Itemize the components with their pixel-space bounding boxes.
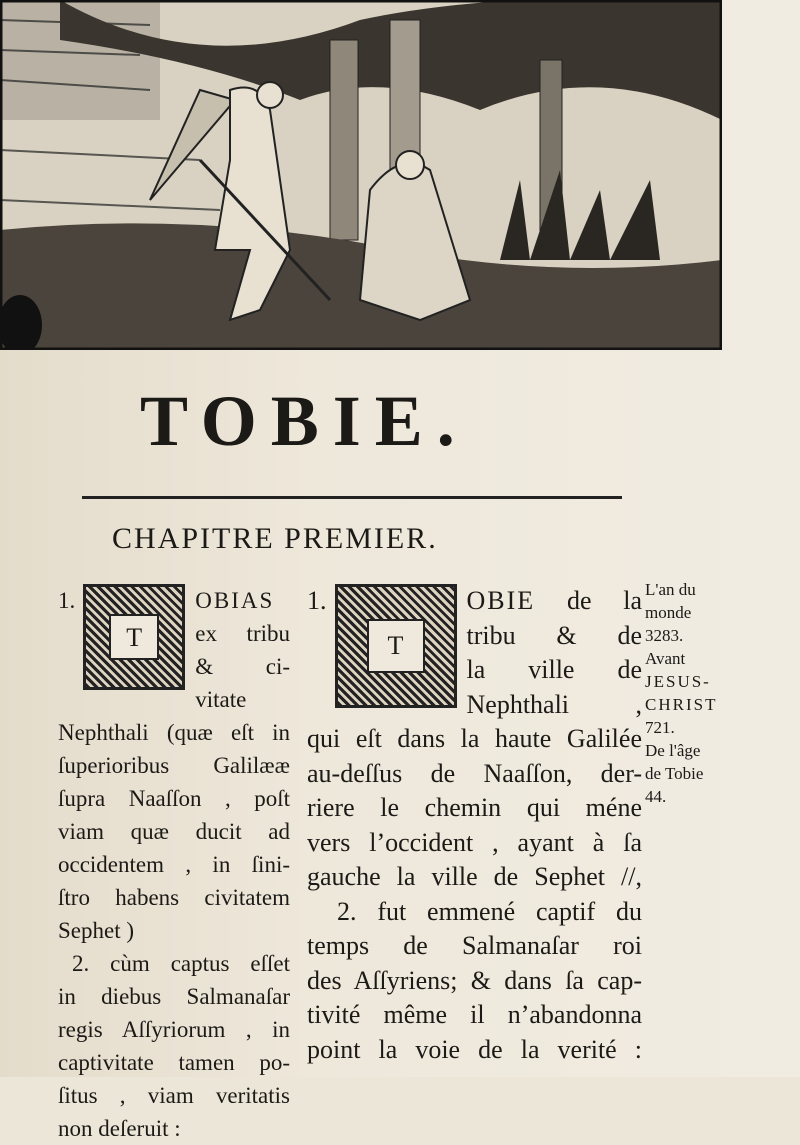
text-line: 2. cùm captus eſſet (72, 951, 290, 976)
margin-line: 3283. (645, 626, 684, 645)
french-column (307, 584, 642, 1067)
text-line: ſtro habens civitatem (58, 885, 290, 910)
text-line: ſitus , viam veritatis (58, 1083, 290, 1108)
text-line: tivité même il n’abandonna (307, 1000, 642, 1029)
drop-cap-letter: T (367, 619, 425, 673)
chapter-heading: CHAPITRE PREMIER. (112, 522, 438, 555)
verse-number: 1. (307, 586, 327, 615)
text-line: au-deſſus de Naaſſon, der- (307, 758, 642, 788)
text-line: tribu & de (466, 620, 642, 650)
text-line: & ci- (195, 654, 290, 679)
woodcut-illustration-tobias-and-angel (0, 0, 722, 350)
text-line: viam quæ ducit ad (58, 819, 290, 844)
margin-note-dates (645, 578, 735, 808)
text-line: occidentem , in ſini- (58, 852, 290, 877)
text-line: point la voie de la verité : (307, 1034, 642, 1064)
text-line: qui eſt dans la haute Galilée (307, 724, 642, 753)
text-line: 2. fut emmené captif du (337, 896, 642, 926)
text-line: des Aſſyriens; & dans ſa cap- (307, 965, 642, 995)
margin-line: de Tobie (645, 764, 704, 783)
text-line: ſuperioribus Galilææ (58, 753, 290, 778)
verse-number: 1. (58, 588, 76, 613)
drop-cap-letter: T (109, 614, 159, 660)
margin-line: monde (645, 603, 692, 622)
text-line: Nephthali , (466, 689, 642, 719)
text-line: ſupra Naaſſon , poſt (58, 786, 290, 811)
margin-line: Avant (645, 649, 686, 668)
text-line: regis Aſſyriorum , in (58, 1017, 290, 1042)
text-line: Sephet ) (58, 918, 135, 943)
margin-line: JESUS- (645, 672, 711, 691)
first-word: OBIE (466, 586, 536, 615)
title-rule (82, 496, 622, 499)
text-line: Nephthali (quæ eſt in (58, 720, 290, 745)
text-line: gauche la ville de Sephet //, (307, 862, 642, 891)
book-title: TOBIE. (140, 381, 469, 461)
text-line: la ville de (466, 655, 642, 684)
margin-line: De l'âge (645, 741, 701, 760)
text-line: riere le chemin qui méne (307, 793, 642, 822)
text-line: temps de Salmanaſar roi (307, 931, 642, 960)
margin-line: 44. (645, 787, 667, 806)
drop-cap-ornament (83, 584, 185, 690)
margin-line: CHRIST (645, 695, 718, 714)
text-line: ex tribu (195, 621, 290, 646)
margin-line: 721. (645, 718, 675, 737)
margin-line: L'an du (645, 580, 696, 599)
drop-cap-ornament (335, 584, 457, 708)
text-line: captivitate tamen po- (58, 1050, 290, 1075)
text-line: vers l’occident , ayant à ſa (307, 827, 642, 857)
latin-column (58, 584, 290, 1145)
first-line-rest: de la (566, 586, 642, 615)
text-line: vitate (195, 687, 247, 712)
text-line: in diebus Salmanaſar (58, 984, 290, 1009)
text-line: non deſeruit : (58, 1116, 181, 1141)
first-word: OBIAS (195, 588, 275, 613)
